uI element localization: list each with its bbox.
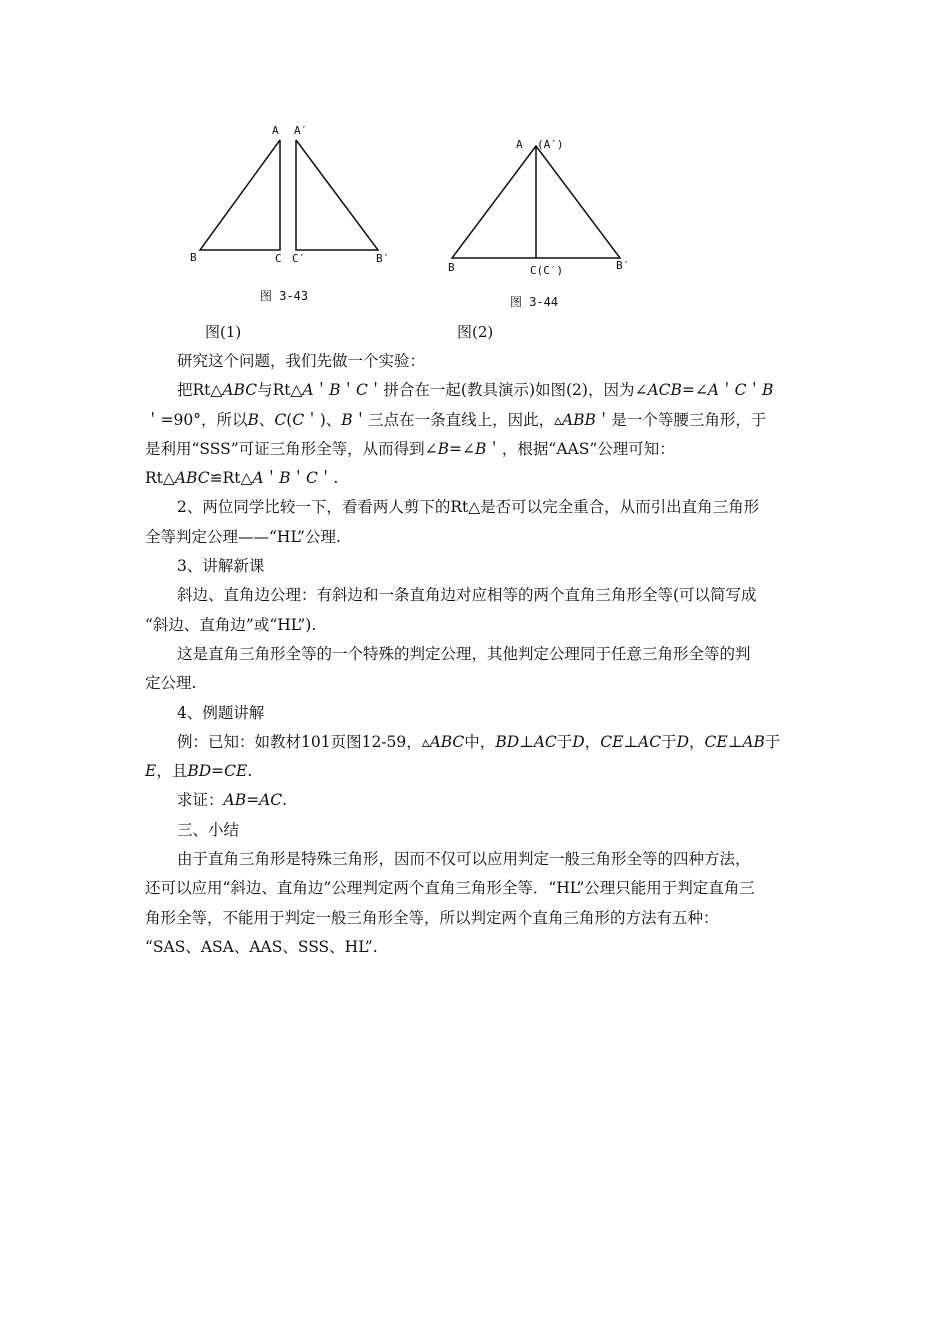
label-c-prime: C′ [292,252,306,265]
figure-1-caption: 图(1) [205,323,242,341]
figure-number: 图 3-43 [260,289,309,303]
paragraph-special-line-2: 定公理. [145,674,197,693]
heading-new-lesson: 3、讲解新课 [177,557,265,576]
label-a-prime: A′ [294,124,308,137]
paragraph-hl-theorem-line-1: 斜边、直角边公理：有斜边和一条直角边对应相等的两个直角三角形全等(可以简写成 [177,586,757,605]
figure-3-44 [440,128,640,313]
label-b: B [190,251,197,264]
label-a: A [272,124,279,137]
paragraph-experiment-line-1: 把Rt△ABC与Rt△A＇B＇C＇拼合在一起(教具演示)如图(2)，因为∠ACB=∠A＇C＇B [177,381,774,400]
heading-summary: 三、小结 [177,820,240,839]
triangle-abc [200,140,280,250]
figure-3-44-drawing [440,128,640,313]
figure-3-43-drawing [180,118,410,303]
paragraph-summary-line-1: 由于直角三角形是特殊三角形，因而不仅可以应用判定一般三角形全等的四种方法， [177,850,751,869]
paragraph-hl-theorem-line-2: “斜边、直角边”或“HL”). [145,615,317,634]
paragraph-experiment-line-4: Rt△ABC≌Rt△A＇B＇C＇. [145,469,339,488]
figure-number: 图 3-44 [510,295,559,309]
heading-examples: 4、例题讲解 [177,703,265,722]
figure-3-43 [180,118,410,303]
paragraph-compare-line-1: 2、两位同学比较一下，看看两人剪下的Rt△是否可以完全重合，从而引出直角三角形 [177,498,760,517]
body-text [145,347,815,962]
paragraph-summary-line-2: 还可以应用“斜边、直角边”公理判定两个直角三角形全等．“HL”公理只能用于判定直角三 [145,879,755,898]
label-c-c-prime: C(C′) [530,264,564,277]
label-b-prime: B′ [376,252,390,265]
label-c: C [275,252,282,265]
figure-2-caption: 图(2) [457,323,494,341]
paragraph-prove: 求证：AB=AC. [177,791,288,810]
label-b: B [448,261,455,274]
paragraph-experiment-line-2: ＇=90°，所以B、C(C＇)、B＇三点在一条直线上，因此，▵ABB＇是一个等腰三角形，于 [145,410,767,429]
paragraph-experiment-line-3: 是利用“SSS”可证三角形全等，从而得到∠B=∠B＇，根据“AAS”公理可知： [145,439,675,458]
paragraph-example-line-2: E，且BD=CE. [145,762,253,781]
paragraph-compare-line-2: 全等判定公理——“HL”公理. [145,527,341,546]
paragraph-summary-line-4: “SAS、ASA、AAS、SSS、HL”. [145,937,378,956]
label-a-prime: (A′) [537,138,564,151]
label-a: A [516,138,523,151]
paragraph-intro: 研究这个问题，我们先做一个实验： [177,352,426,370]
triangle-abc-prime [296,140,378,250]
paragraph-example-line-1: 例：已知：如教材101页图12-59，▵ABC中，BD⊥AC于D，CE⊥AC于D，CE⊥AB于 [177,732,781,751]
paragraph-summary-line-3: 角形全等，不能用于判定一般三角形全等，所以判定两个直角三角形的方法有五种： [145,908,719,927]
label-b-prime: B′ [616,259,630,272]
paragraph-special-line-1: 这是直角三角形全等的一个特殊的判定公理，其他判定公理同于任意三角形全等的判 [177,644,751,663]
